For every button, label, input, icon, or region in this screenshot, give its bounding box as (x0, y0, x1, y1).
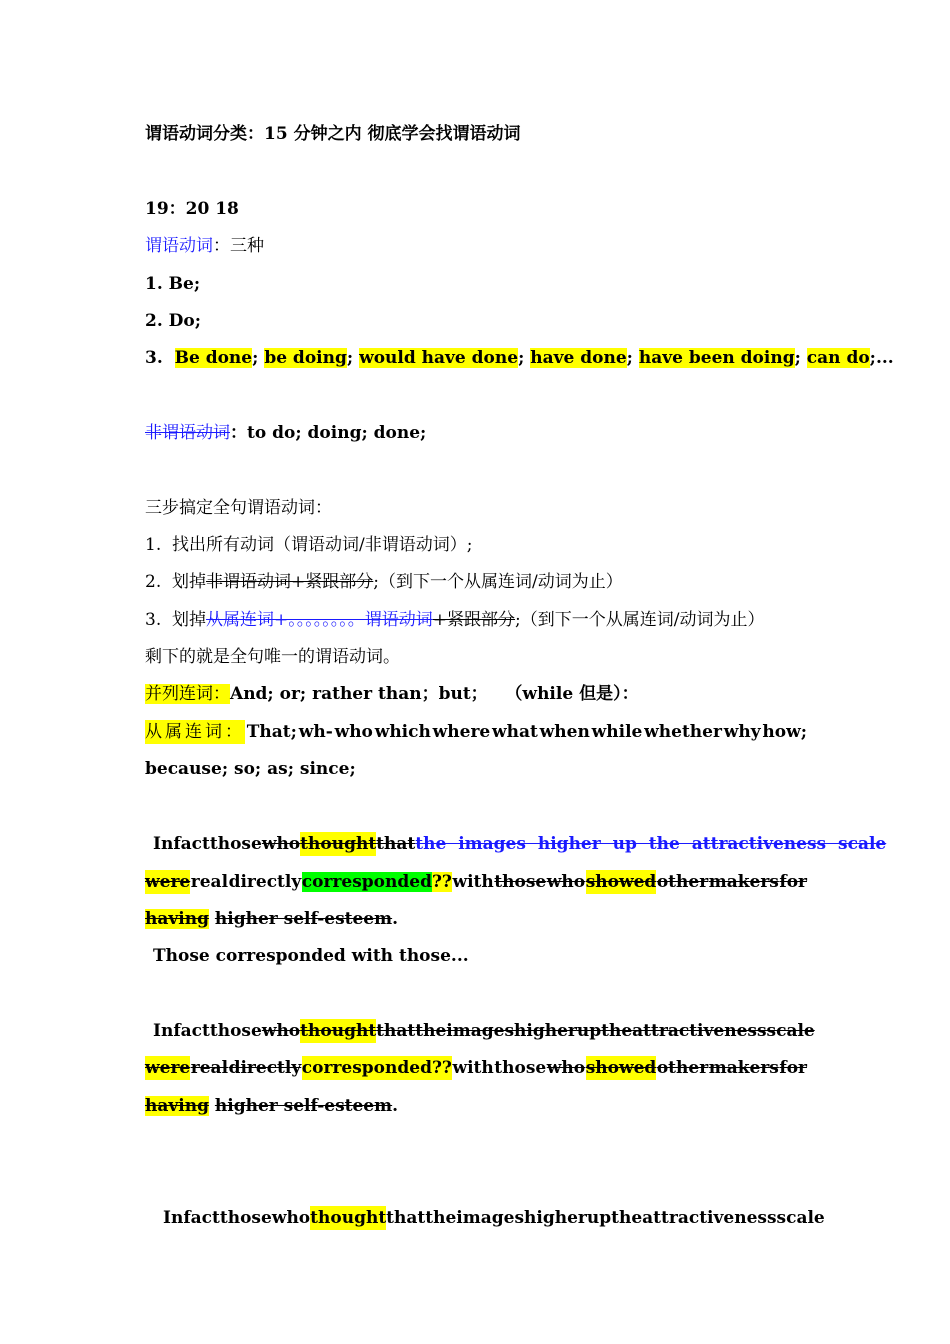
sub-conj-line-2 (145, 757, 807, 781)
word: that (376, 1021, 416, 1041)
question-mark: ?? (431, 872, 452, 892)
step-1 (145, 533, 807, 557)
period: . (392, 909, 399, 929)
sub-word: while (591, 722, 643, 742)
word: scale (776, 1208, 825, 1228)
word-highlight: having (145, 1096, 209, 1116)
step-2 (145, 570, 807, 594)
sub-label: 从属连词： (145, 722, 245, 742)
timestamp (145, 197, 807, 221)
sub-word: why (723, 722, 761, 742)
period: . (392, 1096, 399, 1116)
item-text: 2. Do; (145, 311, 202, 331)
step-tail: ;（到下一个从属连词/动词为止） (373, 572, 623, 592)
word-highlight: thought (300, 1021, 377, 1041)
remain-line (145, 645, 807, 669)
word: higher (524, 1208, 587, 1228)
word: who (261, 834, 301, 854)
word: who (546, 1058, 586, 1078)
word: the (415, 1021, 447, 1041)
verb-form: would have done (359, 348, 519, 368)
sub-word: whether (644, 722, 722, 742)
word: images (446, 1021, 515, 1041)
sub-conj-line (145, 720, 807, 744)
word-green: corresponded (301, 872, 432, 892)
predicate-heading (145, 234, 807, 258)
word: In (153, 1021, 174, 1041)
sub-word: where (432, 722, 491, 742)
verb-form: have been doing (638, 348, 795, 368)
remain-text: 剩下的就是全句唯一的谓语动词。 (145, 647, 400, 667)
word: the (611, 1208, 643, 1228)
word: up (586, 1208, 612, 1228)
word: up (576, 1021, 602, 1041)
word: real (190, 1058, 229, 1078)
word: fact (173, 834, 210, 854)
sub-word: when (539, 722, 590, 742)
word: images (456, 1208, 525, 1228)
sub-text: because; so; as; since; (145, 759, 356, 779)
item-tail: ;... (869, 348, 894, 368)
word: who (546, 872, 586, 892)
word: fact (183, 1208, 220, 1228)
heading-text: 三步搞定全句谓语动词： (145, 498, 332, 518)
verb-form: can do (806, 348, 870, 368)
word: other (656, 1058, 709, 1078)
step-3 (145, 608, 807, 632)
word-highlight: showed (585, 872, 657, 892)
word: directly (228, 872, 302, 892)
word: those (209, 834, 262, 854)
word: In (163, 1208, 184, 1228)
nonpredicate-line (145, 421, 807, 445)
word: with (452, 872, 494, 892)
steps-heading (145, 496, 807, 520)
word: real (190, 872, 229, 892)
predicate-suffix: ：三种 (213, 236, 264, 256)
predicate-item-3: 3. Be done; be doing; would have done; have done; have been doing; can do;... (145, 348, 894, 368)
sub-word: how; (762, 722, 807, 742)
item-number: 3. (145, 348, 175, 368)
example-1-line-1 (145, 832, 887, 856)
example-1-line-3 (145, 907, 807, 931)
word: who (271, 1208, 311, 1228)
word: that (386, 1208, 426, 1228)
example-1-summary (145, 944, 807, 968)
struck-text: 非谓语动词+紧跟部分 (206, 572, 374, 592)
struck-text: higher self-esteem (214, 1096, 393, 1116)
example-2-line-1 (145, 1019, 815, 1043)
sub-word: wh- (298, 722, 333, 742)
word: directly (228, 1058, 302, 1078)
example-2-line-3 (145, 1094, 807, 1118)
example-3-line-1 (145, 1206, 825, 1230)
struck-blue-text: 从属连词+。。。。。。。。谓语动词 (206, 610, 433, 630)
predicate-item-2 (145, 309, 807, 333)
page-title (145, 122, 807, 146)
word: that (376, 834, 416, 854)
word: the (425, 1208, 457, 1228)
struck-text: higher self-esteem (214, 909, 393, 929)
step-prefix: 2. 划掉 (145, 572, 207, 592)
word-highlight: showed (585, 1058, 657, 1078)
title-text: 谓语动词分类：15 分钟之内 彻底学会找谓语动词 (145, 124, 521, 144)
word: In (153, 834, 174, 854)
step-text: 1. 找出所有动词（谓语动词/非谓语动词）; (145, 535, 473, 555)
nonpredicate-suffix: ：to do; doing; done; (230, 423, 427, 443)
struck-clause: the images higher up the attractiveness scale (415, 834, 887, 854)
sub-word: who (334, 722, 373, 742)
sub-word: what (492, 722, 538, 742)
word: attractiveness (642, 1208, 777, 1228)
word: those (209, 1021, 262, 1041)
word-highlight: corresponded?? (301, 1058, 452, 1078)
time-text: 19：20 18 (145, 199, 239, 219)
word-highlight: thought (300, 834, 377, 854)
item-text: 1. Be; (145, 274, 201, 294)
word: those (494, 872, 547, 892)
word: for (779, 872, 807, 892)
word: higher (514, 1021, 577, 1041)
verb-form: have done (530, 348, 627, 368)
word: scale (766, 1021, 815, 1041)
verb-form: Be done (174, 348, 253, 368)
word: the (601, 1021, 633, 1041)
sub-word: That; (246, 722, 297, 742)
struck-text: +紧跟部分 (432, 610, 516, 630)
example-1-line-2 (145, 870, 807, 894)
word: other (656, 872, 709, 892)
word: with (452, 1058, 494, 1078)
predicate-label: 谓语动词 (145, 236, 213, 256)
example-2-line-2 (145, 1056, 807, 1080)
word-highlight: having (145, 909, 209, 929)
predicate-item-1 (145, 272, 807, 296)
word: fact (173, 1021, 210, 1041)
word: those (219, 1208, 272, 1228)
word-highlight: were (145, 872, 191, 892)
coord-text: And; or; rather than；but； （while 但是）： (230, 684, 639, 704)
word: makers (708, 872, 779, 892)
verb-form: be doing (264, 348, 347, 368)
word-highlight: thought (310, 1208, 387, 1228)
sub-word: which (374, 722, 431, 742)
word: attractiveness (632, 1021, 767, 1041)
step-tail: ;（到下一个从属连词/动词为止） (515, 610, 765, 630)
step-prefix: 3. 划掉 (145, 610, 207, 630)
word-highlight: were (145, 1058, 191, 1078)
coord-conj-line (145, 682, 807, 706)
word: makers (708, 1058, 779, 1078)
word: those (494, 1058, 547, 1078)
nonpredicate-label: 非谓语动词 (145, 423, 230, 443)
coord-label: 并列连词： (145, 684, 230, 704)
summary-text: Those corresponded with those... (153, 946, 469, 966)
word: who (261, 1021, 301, 1041)
word: for (779, 1058, 807, 1078)
